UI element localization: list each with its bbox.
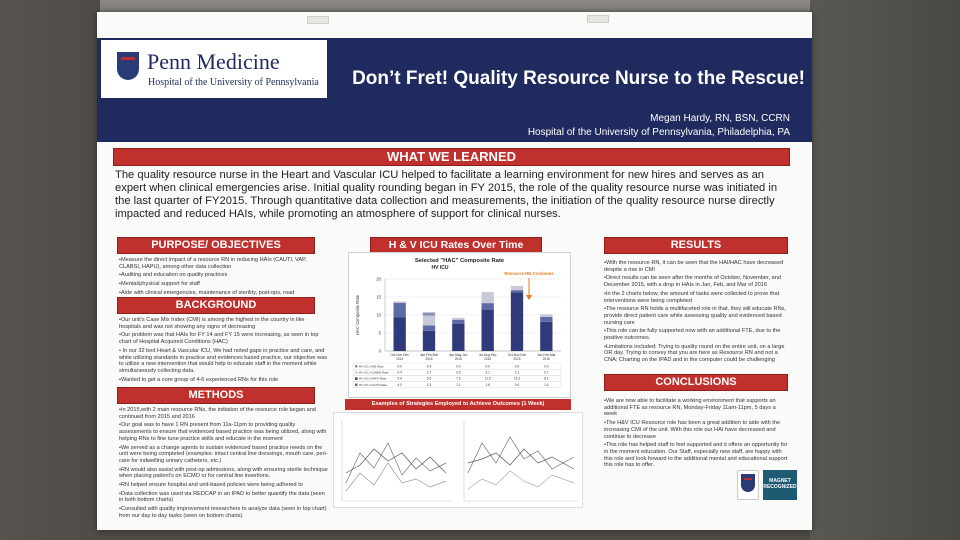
results-heading: RESULTS (604, 237, 788, 254)
data-label: 0.5 (456, 370, 461, 375)
x-tick-label: Jan-Feb-Mar (537, 353, 556, 357)
list-item: •We are now able to facilitate a working environment that supports an additional FTE as resource RN, Monday-Friday 11am-11pm, 5 days a week (604, 398, 776, 418)
list-item: •In 2015,with 2 main resource RNs, the initiation of the resource role began and continued from 2015 and 2016 (119, 407, 316, 420)
bar-segment (511, 290, 523, 292)
data-label: 3.1 (485, 370, 490, 375)
conclusions-text (604, 398, 789, 471)
annotation-arrowhead (526, 295, 532, 300)
data-label: 2.7 (426, 370, 432, 375)
data-label: 1.5 (426, 382, 432, 387)
bar-segment (423, 312, 435, 315)
data-label: 7.6 (456, 376, 461, 381)
y-tick-label: 15 (376, 294, 381, 300)
list-item: •Our goal was to have 1 RN present from 11a-11pm to providing quality assessments to ensure that evidenced based practice was being utilized, along with helping RNs to fine tune practice skills and educate in the moment (119, 422, 327, 442)
x-tick-label: 2014 (396, 357, 404, 361)
x-tick-label: 2015 (484, 357, 492, 361)
bar-segment (540, 314, 552, 317)
list-item: •The H&V ICU Resource role has been a great addition to aide with the increasing CMI of the unit. With this role our HAI have decreased and continue to decrease (604, 420, 781, 440)
x-tick-label: 2015 (425, 357, 433, 361)
data-label: 0.7 (544, 370, 549, 375)
legend-entry: HV ICU VAE Rate (359, 364, 384, 369)
bar-segment (423, 316, 435, 326)
data-label: 1.1 (456, 382, 461, 387)
magnet-logo: MAGNET RECOGNIZED (763, 470, 797, 500)
footer-logos (727, 470, 807, 510)
bar-segment (394, 301, 406, 302)
affiliation: Hospital of the University of Pennsylvania, Philadelphia, PA (527, 127, 790, 138)
strategies-heading: Examples of Strategies Employed to Achieve Outcomes (1 Week) (345, 399, 571, 410)
data-label: 1.8 (485, 382, 490, 387)
legend-entry: HV ICU HAPU Rate (359, 376, 387, 381)
list-item: •Auditing and education on quality practices (119, 272, 228, 279)
legend-swatch (355, 384, 358, 387)
legend-entry: HV ICU CLABSI Rate (359, 370, 389, 375)
legend-swatch (355, 371, 358, 374)
list-item: •This role has helped staff to feel supported and it offers an opportunity for in the moment education. Our Staff, especially new staff, are happy with this role and look forward to the additional mental and educational support this role has to offer. (604, 442, 788, 469)
bar-segment (540, 317, 552, 322)
bar-segment (394, 303, 406, 317)
list-item: •Our unit's Case Mix Index (CMI) is among the highest in the country in like hospitals and was not showing any signs of decreasing (119, 317, 305, 330)
data-label: 0.0 (514, 364, 520, 369)
x-tick-label: Jul-Aug-Sep (478, 353, 497, 357)
data-label: 0.0 (544, 364, 549, 369)
x-tick-label: Apr-May-Jun (449, 353, 468, 357)
wall-left (0, 0, 100, 540)
bar-segment (511, 286, 523, 290)
legend-swatch (355, 365, 358, 368)
bar-segment (511, 292, 523, 351)
bar-segment (452, 318, 464, 320)
org-name: Penn Medicine (147, 49, 280, 74)
data-label: 16.3 (513, 376, 521, 381)
x-tick-label: 2015 (454, 357, 462, 361)
org-subtitle: Hospital of the University of Pennsylvania (148, 77, 319, 88)
chart-title: Selected "HAC" Composite Rate (414, 258, 505, 264)
data-label: 4.0 (397, 382, 402, 387)
list-item: •With the resource RN, it can be seen that the HAI/HAC have decreased despite a rise in CMI (604, 260, 784, 273)
data-label: 0.0 (397, 364, 402, 369)
bar-segment (482, 292, 494, 303)
bar-segment (540, 322, 552, 351)
chart-subtitle: HV ICU (431, 265, 449, 271)
y-tick-label: 20 (376, 276, 381, 282)
list-item: •Data collection was used via REDCAP in an IPAD to better quantify the data (seen in both bottom charts) (119, 490, 325, 504)
background-text (119, 317, 327, 385)
methods-text (119, 407, 329, 522)
y-axis-label: HAC Composite Rate (355, 294, 360, 336)
list-item: •The resource RN holds a multifaceted role in that, they will educate RNs, provide direct patient care while assessing quality and evidenced based nursing care (604, 306, 786, 326)
annotation-text: Resource RN Continues (504, 271, 554, 276)
bar-segment (452, 320, 464, 324)
list-item: • In our 32 bed Heart & Vascular ICU, We had noted gaps in practice and care, and while utilizing standards in practice and evidences based practice, our objective was to utilize a new intervention that would help to educate staff in the moment while simultaneously collecting data. (119, 347, 328, 374)
data-label: 1.4 (544, 382, 549, 387)
purpose-heading: PURPOSE/ OBJECTIVES (117, 237, 315, 254)
y-tick-label: 5 (378, 330, 381, 336)
rates-heading: H & V ICU Rates Over Time (370, 237, 542, 254)
x-tick-label: 2015 (513, 357, 521, 361)
conclusions-heading: CONCLUSIONS (604, 374, 788, 391)
hac-chart-frame (348, 252, 571, 398)
penn-medicine-logo (101, 40, 327, 98)
pin (307, 16, 329, 24)
bar-segment (452, 324, 464, 351)
background-heading: BACKGROUND (117, 297, 315, 314)
shield-icon (117, 52, 139, 80)
penn-shield-logo (737, 470, 759, 500)
data-label: 0.9 (426, 364, 432, 369)
data-label: 5.6 (426, 376, 432, 381)
data-label: 0.0 (485, 364, 490, 369)
hac-chart (349, 253, 570, 397)
poster-header (97, 38, 812, 142)
y-tick-label: 10 (376, 312, 381, 318)
list-item: •Aide with clinical emergencies, maintenance of sterility, post-ops, road (119, 289, 295, 296)
legend-entry: HV ICU CAUTI Rate (359, 382, 388, 387)
poster (97, 12, 812, 530)
data-label: 9.4 (397, 376, 402, 381)
list-item: •In the 2 charts below, the amount of tasks were collected to prove that interventions were being completed (604, 290, 780, 304)
x-tick-label: Oct-Nov-Dec (507, 353, 527, 357)
list-item: •RN would also assist with post-op admissions, along with ensuring sterile technique when placing patient's on ECMO or for central line insertions. (119, 466, 328, 480)
what-we-learned-text: The quality resource nurse in the Heart and Vascular ICU helped to facilitate a learning environment for new hires and serves as an expert when clinical emergencies arise. Initial quality rounding began in FY 2015, the role of the quality resource nurse was initiated in the last quarter of FY2015. Through quantitative data collection and measurements, the initiation of the quality resource nurse directly impacted and reduced HAIs, while promoting an atmosphere of support for clinical nurses. (115, 169, 778, 220)
x-tick-label: Jan-Feb-Mar (419, 353, 439, 357)
legend-swatch (355, 377, 358, 380)
list-item: •Mental/physical support for staff (119, 281, 200, 288)
data-label: 8.1 (544, 376, 549, 381)
bar-segment (423, 331, 435, 351)
list-item: •Measure the direct impact of a resource RN in reducing HAIs (CAUTI, VAP, CLABSI, HAPU), among other data collection (119, 257, 307, 270)
list-item: •We served as a change agents to sustain evidenced based practice needs on the unit were being completed (examples: intact central line dressings, mouth care, peri-care for indwelling urinary catheters, etc.) (119, 444, 328, 464)
y-tick-label: 0 (378, 348, 381, 354)
bar-segment (394, 317, 406, 351)
list-item: •Consulted with quality improvement researchers to analyze data (seen in top chart) from our day to day tasks (seen on bottom charts) (119, 506, 327, 519)
data-label: 0.6 (514, 382, 520, 387)
methods-heading: METHODS (117, 387, 315, 404)
x-tick-label: 2016 (542, 357, 550, 361)
wall-right (810, 0, 960, 540)
strategies-charts (333, 412, 583, 508)
data-label: 0.0 (456, 364, 461, 369)
what-we-learned-heading: WHAT WE LEARNED (113, 148, 790, 166)
bar-segment (482, 310, 494, 351)
strategies-line-charts (334, 413, 582, 507)
list-item: •Our problem was that HAIs for FY 14 and FY 15 were increasing, as seen in top chart of Hospital Acquired Conditions (HAC) (119, 332, 319, 346)
data-label: 0.4 (397, 370, 402, 375)
list-item: •This role can be fully supported now with an additional FTE, due to the positive outcomes. (604, 328, 781, 342)
list-item: •Direct results can be seen after the months of October, November, and December 2015, with a drop in HAIs in Jan, Feb, and Mar of 2016 (604, 275, 782, 289)
results-text (604, 260, 789, 366)
list-item: •RN helped ensure hospital and unit-based policies were being adhered to (119, 482, 303, 489)
x-tick-label: Oct-Nov-Dec (390, 353, 409, 357)
bar-segment (482, 303, 494, 309)
list-item: •Wanted to get a core group of 4-6 experienced RNs for this role (119, 376, 279, 383)
bar-segment (423, 325, 435, 330)
list-item: •Limitations included: Trying to quality round on the entire unit, on a large OR day. Trying to convey that you are here as Resource RN and not a CNA; Charting on the IPAD and in the computer could be challenging (604, 343, 785, 364)
data-label: 11.5 (484, 376, 491, 381)
poster-title: Don’t Fret! Quality Resource Nurse to the Rescue! (352, 68, 805, 89)
pin (587, 15, 609, 23)
data-label: 1.2 (514, 370, 520, 375)
purpose-text (119, 257, 327, 299)
author: Megan Hardy, RN, BSN, CCRN (650, 113, 790, 124)
